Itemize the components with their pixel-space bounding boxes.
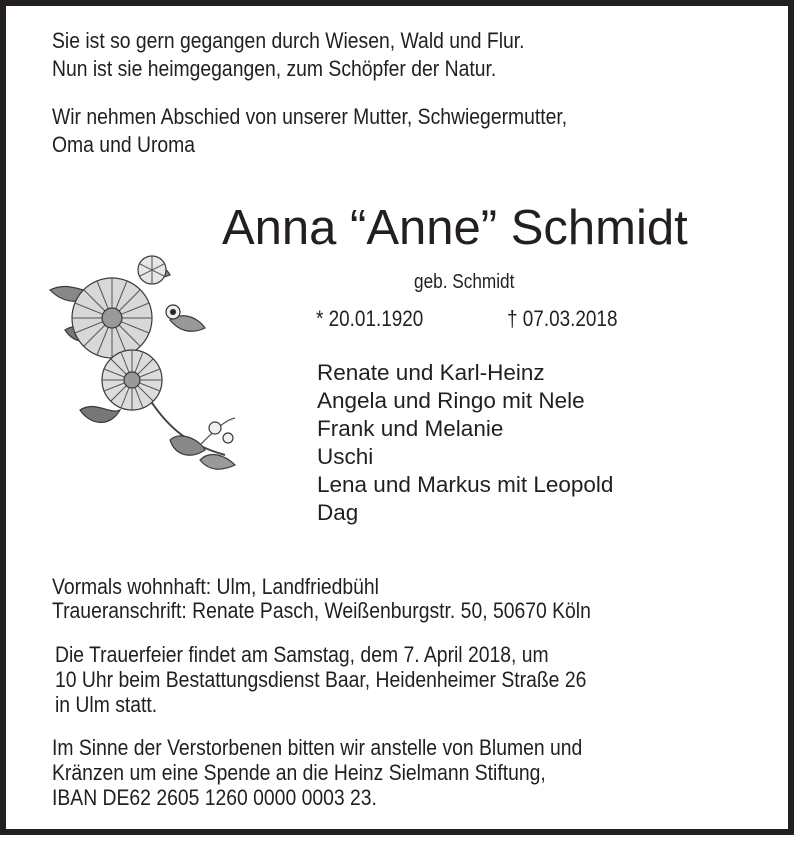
mourner-line: Lena und Markus mit Leopold bbox=[317, 472, 614, 497]
former-residence: Vormals wohnhaft: Ulm, Landfriedbühl bbox=[52, 574, 379, 599]
mourner-line: Angela und Ringo mit Nele bbox=[317, 388, 585, 413]
mourner-line: Renate und Karl-Heinz bbox=[317, 360, 545, 385]
poem-line-1: Sie ist so gern gegangen durch Wiesen, Wald und Flur. bbox=[52, 28, 525, 53]
ceremony-line-1: Die Trauerfeier findet am Samstag, dem 7. April 2018, um bbox=[55, 642, 549, 667]
mourning-address: Traueranschrift: Renate Pasch, Weißenburgstr. 50, 50670 Köln bbox=[52, 598, 591, 623]
mourner-line: Uschi bbox=[317, 444, 374, 469]
donation-line-1: Im Sinne der Verstorbenen bitten wir anstelle von Blumen und bbox=[52, 735, 583, 760]
donation-line-3: IBAN DE62 2605 1260 0000 0003 23. bbox=[52, 785, 377, 810]
chrysanthemum-icon bbox=[40, 250, 280, 480]
birth-date: * 20.01.1920 bbox=[316, 306, 424, 331]
ceremony-line-3: in Ulm statt. bbox=[55, 692, 158, 717]
poem-line-2: Nun ist sie heimgegangen, zum Schöpfer der Natur. bbox=[52, 56, 497, 81]
farewell-line-1: Wir nehmen Abschied von unserer Mutter, Schwiegermutter, bbox=[52, 104, 568, 129]
donation-line-2: Kränzen um eine Spende an die Heinz Sielmann Stiftung, bbox=[52, 760, 546, 785]
mourner-line: Dag bbox=[317, 500, 359, 525]
birth-name: geb. Schmidt bbox=[414, 271, 515, 293]
mourner-line: Frank und Melanie bbox=[317, 416, 504, 441]
farewell-line-2: Oma und Uroma bbox=[52, 132, 196, 157]
ceremony-line-2: 10 Uhr beim Bestattungsdienst Baar, Heidenheimer Straße 26 bbox=[55, 667, 587, 692]
deceased-name: Anna “Anne” Schmidt bbox=[222, 201, 688, 255]
death-date: † 07.03.2018 bbox=[507, 306, 618, 331]
